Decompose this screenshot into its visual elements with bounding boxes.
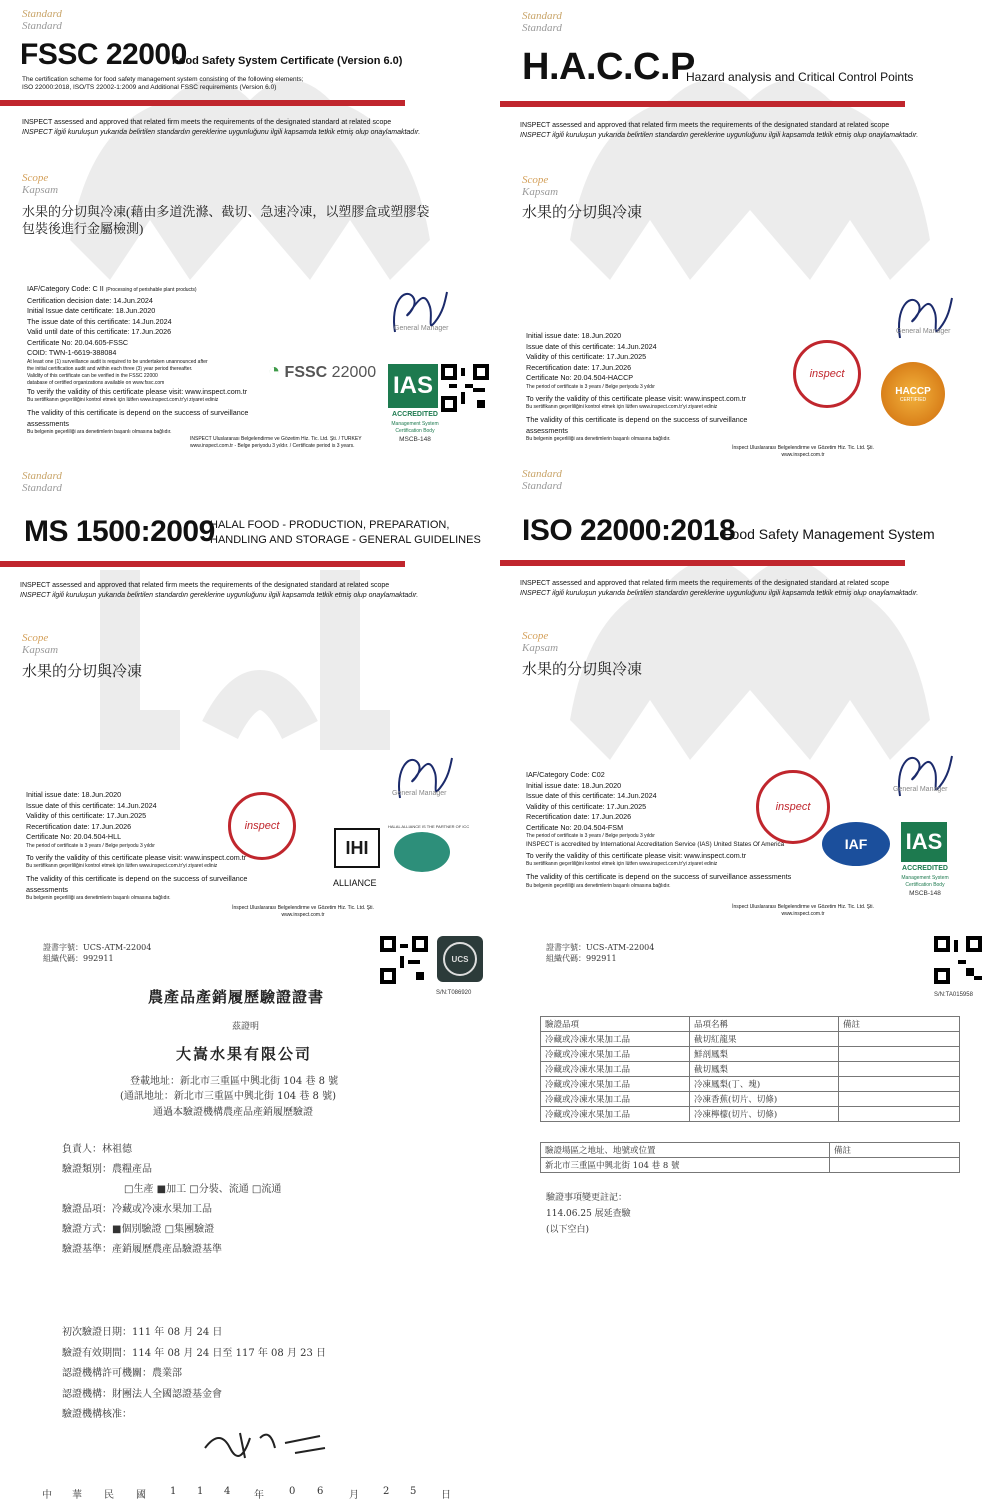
inspect-seal: inspect bbox=[228, 792, 296, 860]
approval-statement: INSPECT assessed and approved that related firm meets the requirements of the designated standard at related scope INSPECT ilgili kuruluşun yukarıda belirtilen standardın gereklerine uygunluğunu ilgili kapsamda tetkik etmiş olup onaylamaktadır. bbox=[520, 580, 919, 597]
certificate-title: H.A.C.C.P bbox=[522, 46, 695, 88]
lion-watermark bbox=[530, 520, 970, 780]
table-row: 冷藏或冷凍水果加工品 冷凍檸檬(切片、切條) bbox=[541, 1107, 960, 1122]
certificate-title: 農產品產銷履歷驗證證書 bbox=[148, 988, 325, 1006]
inspect-seal: inspect bbox=[793, 340, 861, 408]
ias-caption: ACCREDITED Management System Certification Body MSCB-148 bbox=[391, 411, 439, 443]
general-manager-label: General Manager bbox=[392, 790, 447, 797]
red-divider bbox=[0, 100, 405, 106]
approval-statement: INSPECT assessed and approved that related firm meets the requirements of the designated standard at related scope INSPECT ilgili kuruluşun yukarıda belirtilen standardın gereklerine uygunluğunu ilgili kapsamda tetkik etmiş olup onaylamaktadır. bbox=[20, 582, 419, 599]
approval-statement: INSPECT assessed and approved that related firm meets the requirements of the designated standard at related scope INSPECT ilgili kuruluşun yukarıda belirtilen standardın gereklerine uygunluğunu ilgili kapsamda tetkik etmiş olup onaylamaktadır. bbox=[22, 119, 421, 136]
alliance-label: ALLIANCE bbox=[333, 878, 377, 888]
company-footer: İnspect Uluslararası Belgelendirme ve Gözetim Hiz. Tic. Ltd. Şti. www.inspect.com.tr bbox=[732, 445, 874, 458]
scheme-description: The certification scheme for food safety management system consisting of the following elements; ISO 22000:2018, ISO/TS 22002-1:2009 and Additional FSSC requirements (Version 6.0) bbox=[22, 76, 304, 91]
company-footer: İnspect Uluslararası Belgelendirme ve Gözetim Hiz. Tic. Ltd. Şti. www.inspect.com.tr bbox=[732, 904, 874, 917]
general-manager-label: General Manager bbox=[896, 328, 951, 335]
company-name: 大嵩水果有限公司 bbox=[176, 1045, 313, 1063]
tw-certificate-appendix bbox=[500, 930, 1000, 1500]
pass-statement: 通過本驗證機構農產品產銷履歷驗證 bbox=[153, 1107, 313, 1118]
iaf-logo: IAF bbox=[822, 822, 890, 866]
serial-number: S/N:TA015958 bbox=[934, 992, 973, 998]
table-header-row: 驗證品項 品項名稱 備註 bbox=[541, 1017, 960, 1032]
ucs-hologram: UCS bbox=[437, 936, 483, 982]
qr-code bbox=[380, 936, 428, 984]
scope-text: 水果的分切與冷凍 bbox=[22, 664, 143, 680]
certificate-details: IAF/Category Code: C02 Initial issue date: 18.Jun.2020 Issue date of this certificate: 14.Jun.2024 Validity of this certificate: 17.Jun.2025 Recertification date: 17.Jun.2026 Certificate No: 20.04.504-FSM The period of certificate is 3 years / Belge periyodu 3 yıldır INSPECT is accredited by International Accreditation Service (IAS) United States Of America To verify the validity of this certificate please visit: www.inspect.com.tr Bu sertifikanın geçerliliğini kontrol etmek için lütfen www.inspect.com.tr'yi ziyaret ediniz The validity of this certificate is depend on the success of surveillance assessments Bu belgenin geçerliliği ara denetimlerin başarılı olmasına bağlıdır. bbox=[526, 770, 792, 889]
issue-date: 中 華 民 國 1 1 4 年 0 6 月 2 5 日 bbox=[42, 1486, 451, 1500]
signature-image bbox=[385, 282, 455, 342]
proves-label: 茲證明 bbox=[232, 1022, 260, 1032]
red-divider bbox=[0, 561, 405, 567]
items-table bbox=[540, 1016, 960, 1122]
qr-code bbox=[441, 364, 489, 412]
certificate-title: FSSC 22000 bbox=[20, 38, 187, 71]
certificate-number: 證書字號：UCS-ATM-22004 組織代碼：992911 bbox=[43, 943, 152, 963]
approval-statement: INSPECT assessed and approved that related firm meets the requirements of the designated standard at related scope INSPECT ilgili kuruluşun yukarıda belirtilen standardın gereklerine uygunluğunu ilgili kapsamda tetkik etmiş olup onaylamaktadır. bbox=[520, 122, 919, 139]
certificate-subtitle: HALAL FOOD - PRODUCTION, PREPARATION, HANDLING AND STORAGE - GENERAL GUIDELINES bbox=[210, 519, 481, 546]
table-row: 冷藏或冷凍水果加工品 截切紅龍果 bbox=[541, 1032, 960, 1047]
scope-label: Scope Kapsam bbox=[22, 172, 59, 196]
halal-emblem bbox=[394, 832, 450, 872]
table-row: 冷藏或冷凍水果加工品 鮮剖鳳梨 bbox=[541, 1047, 960, 1062]
standard-label: Standard Standard bbox=[22, 8, 62, 32]
registered-address: 登載地址：新北市三重區中興北街 104 巷 8 號 (通訊地址：新北市三重區中興北街 104 巷 8 號) bbox=[120, 1076, 339, 1102]
approver-signature bbox=[200, 1418, 330, 1468]
red-divider bbox=[500, 101, 905, 107]
inspect-seal: inspect bbox=[756, 770, 830, 844]
iso22000-certificate bbox=[500, 460, 1000, 930]
certificate-subtitle: Hazard analysis and Critical Control Points bbox=[686, 70, 914, 84]
halal-alliance-note: HALAL ALLIANCE IS THE PARTNER OF ICC bbox=[388, 824, 470, 829]
certificate-subtitle: Food Safety Management System bbox=[723, 526, 935, 542]
table-header-row: 驗證場區之地址、地號或位置 備註 bbox=[541, 1143, 960, 1158]
certificate-number: 證書字號：UCS-ATM-22004 組織代碼：992911 bbox=[546, 943, 655, 963]
ias-caption: ACCREDITED Management System Certification Body MSCB-148 bbox=[901, 865, 949, 897]
fssc-logo: ◔ FSSC 22000 bbox=[268, 360, 377, 382]
ms1500-certificate bbox=[0, 460, 500, 930]
tw-traceability-certificate bbox=[0, 930, 500, 1500]
signature-image bbox=[890, 288, 960, 348]
scope-text: 水果的分切與冷凍 bbox=[522, 205, 643, 221]
company-footer: INSPECT Uluslararası Belgelendirme ve Gözetim Hiz. Tic. Ltd. Şti. / TURKEY www.inspect.com.tr - Belge periyodu 3 yıldır. / Certificate period is 3 years. bbox=[190, 436, 362, 449]
certificate-subtitle: Food Safety System Certificate (Version 6.0) bbox=[172, 55, 403, 67]
general-manager-label: General Manager bbox=[893, 786, 948, 793]
general-manager-label: General Manager bbox=[394, 325, 449, 332]
qr-code bbox=[934, 936, 982, 984]
standard-label: Standard Standard bbox=[522, 10, 562, 34]
signature-image bbox=[890, 746, 960, 806]
haccp-gold-badge: HACCP CERTIFIED bbox=[881, 362, 945, 426]
table-row: 冷藏或冷凍水果加工品 冷凍鳳梨(丁、塊) bbox=[541, 1077, 960, 1092]
fssc-certificate bbox=[0, 0, 500, 460]
red-divider bbox=[500, 560, 905, 566]
serial-number: S/N:T086920 bbox=[436, 990, 472, 996]
certificate-title: MS 1500:2009 bbox=[24, 515, 215, 548]
ias-logo: IAS bbox=[388, 364, 438, 408]
scope-label: Scope Kapsam bbox=[22, 632, 59, 656]
company-footer: İnspect Uluslararası Belgelendirme ve Gözetim Hiz. Tic. Ltd. Şti. www.inspect.com.tr bbox=[232, 905, 374, 918]
verification-info: 負責人：林祖德 驗證類別：農糧產品 □生產 ■加工 □分裝、流通 □流通 驗證品項：冷藏或冷凍水果加工品 驗證方式：■個別驗證 □集團驗證 驗證基準：產銷履歷農產品驗證基準 bbox=[62, 1144, 282, 1255]
site-table bbox=[540, 1142, 960, 1173]
certificate-details: IAF/Category Code: C II (Processing of perishable plant products) Certification decision date: 14.Jun.2024 Initial Issue date certificate: 18.Jun.2020 The issue date of this certificate: 14.Jun.2024 Valid until date of this certificate: 17.Jun.2026 Certificate No: 20.04.605-FSSC COID: TWN-1-6619-388084 At least one (1) surveillance audit is required to be undertaken unannounced after the initial certification audit and within each three (3) year period thereafter. Validity of this certificate can be verified in the FSSC 22000 database of certified organizations available on www.fssc.com To verify the validity of this certificate please visit: www.inspect.com.tr Bu sertifikanın geçerliliğini kontrol etmek için lütfen www.inspect.com.tr'yi ziyaret ediniz The validity of this certificate is depend on the success of surveillance assessments Bu belgenin geçerliliği ara denetimlerin başarılı olmasına bağlıdır. bbox=[27, 284, 249, 435]
table-row: 冷藏或冷凍水果加工品 截切鳳梨 bbox=[541, 1062, 960, 1077]
certificate-details: Initial issue date: 18.Jun.2020 Issue date of this certificate: 14.Jun.2024 Validity of this certificate: 17.Jun.2025 Recertification date: 17.Jun.2026 Certificate No: 20.04.504-HACCP The period of certificate is 3 years / Belge periyodu 3 yıldır To verify the validity of this certificate please visit: www.inspect.com.tr Bu sertifikanın geçerliliğini kontrol etmek için lütfen www.inspect.com.tr'yi ziyaret ediniz The validity of this certificate is depend on the success of surveillance assessments Bu belgenin geçerliliği ara denetimlerin başarılı olmasına bağlıdır. bbox=[526, 331, 748, 442]
signature-image bbox=[390, 748, 460, 808]
scope-label: Scope Kapsam bbox=[522, 630, 559, 654]
certificate-details: Initial issue date: 18.Jun.2020 Issue date of this certificate: 14.Jun.2024 Validity of this certificate: 17.Jun.2025 Recertification date: 17.Jun.2026 Certificate No: 20.04.504-HLL The period of certificate is 3 years / Belge periyodu 3 yıldır To verify the validity of this certificate please visit: www.inspect.com.tr Bu sertifikanın geçerliliğini kontrol etmek için lütfen www.inspect.com.tr'yi ziyaret ediniz The validity of this certificate is depend on the success of surveillance assessments Bu belgenin geçerliliği ara denetimlerin başarılı olmasına bağlıdır. bbox=[26, 790, 248, 901]
standard-label: Standard Standard bbox=[22, 470, 62, 494]
ihi-logo: IHI bbox=[334, 828, 380, 868]
ias-logo: IAS bbox=[901, 822, 947, 862]
certificate-title: ISO 22000:2018 bbox=[522, 514, 736, 547]
standard-label: Standard Standard bbox=[522, 468, 562, 492]
scope-text: 水果的分切與冷凍 bbox=[522, 662, 643, 678]
scope-text: 水果的分切與冷凍(藉由多道洗滌、截切、急速冷凍，以塑膠盒或塑膠袋包裝後進行金屬檢測) bbox=[22, 204, 430, 236]
change-notes: 驗證事項變更註記： 114.06.25 展延查驗 (以下空白) bbox=[546, 1193, 631, 1235]
table-row: 冷藏或冷凍水果加工品 冷凍香蕉(切片、切條) bbox=[541, 1092, 960, 1107]
haccp-certificate bbox=[500, 0, 1000, 460]
table-row: 新北市三重區中興北街 104 巷 8 號 bbox=[541, 1158, 960, 1173]
validity-info: 初次驗證日期：111 年 08 月 24 日 驗證有效期間：114 年 08 月 24 日至 117 年 08 月 23 日 認證機構許可機關：農業部 認證機構：財團法人全國認證基金會 驗證機構核准： bbox=[62, 1327, 327, 1420]
scope-label: Scope Kapsam bbox=[522, 174, 559, 198]
